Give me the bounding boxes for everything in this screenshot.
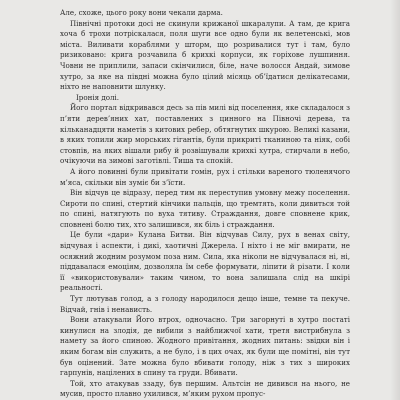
paragraph-1: Але, схоже, цього року вони чекали дарма. (60, 8, 223, 17)
paragraph-9: Вони атакували Його втрох, одночасно. Три загорнуті в хутро постаті кинулися на злодія, де вибили з найближчої хати, третя вистрибнула з намету за його спиною. Жодного привітання, жодних питань: звідки він і яким богам він служить, а не було, і в цих очах, як були ще помітні, він тут був оцінений. Зате можна було вбивати голоду, ніж з тих з широких гарпунів, націлених в спину та груди. Вбивати. (60, 315, 350, 378)
paragraph-5: А його повинні були привітати гомін, рух і стільки вареного тюленячого м’яса, скільки він зуміє би з’їсти. (60, 166, 350, 187)
paragraph-3: Іронія долі. (76, 92, 120, 102)
paragraph-4: Його портал відкривався десь за пів милі від поселення, яке складалося з п’яти дерев’яних хат, поставлених з цинного на Півночі дерева, та кільканадцяти наметів з китових ребер, обтягнутих шкурою. Великі казани, в яких топили жир морських гігантів, були прикриті тканиною та ніяк, собі стовпів, на яких вішали рибу й розвішували крихкі хутра, стирчали в небо, очікуючи на зимові заготівлі. Тиша та спокій. (60, 103, 350, 166)
page-text (60, 8, 350, 400)
paragraph-2: Північні протоки досі не скинули крижаної шкаралупи. А там, де крига хоча б трохи потріскалася, поля шуги все одно були як велетенські, мов міста. Виливати кораблями у шторм, що розривалися тут і там, було ризиковано: крига розчавила б крихкі корпуси, як горіхове лушпиння. Човни не приплили, запаси скінчилися, біле, наче волосся Андай, зимове хутро, за яке на півдні можна було цілий місяць об’їдатися делікатесами, ніхто не наповнити шлунку. (60, 18, 350, 92)
paragraph-6: Він відчув це відразу, перед тим як переступив умовну межу поселення. Сироти по спині, стертий кінчики пальців, що тремтять, коли дивиться той по спині, натягують по вуха тятиву. Страждання, довге сповнене крик, сповнені болю тих, хто залишився, як біль і страждання. (60, 188, 350, 229)
paragraph-8: Тут лютував голод, а з голоду народилося дещо інше, темне та пекуче. Відчай, гнів і ненависть. (60, 294, 350, 314)
paragraph-10: Той, хто атакував ззаду, був першим. Альтсін не дивився на нього, не мусив, просто плавно ухилився, м’яким рухом пропус- (60, 378, 350, 399)
paragraph-7: Це були «дари» Кулана Битви. Він відчував Силу, рух в венах світу, відчувая і аспекти, і дикі, хаотичні Джерела. І ніхто і не міг вмирати, не осяжний жодним розумом поза ним. Сила, яка ніколи не відчувалася ні, ні, піддавалася емоціям, дозволяла їм себе формувати, ліпити й різати. І коли її «використовували» таким чином, то вона залишала слід на шкірі реальності. (60, 230, 350, 293)
